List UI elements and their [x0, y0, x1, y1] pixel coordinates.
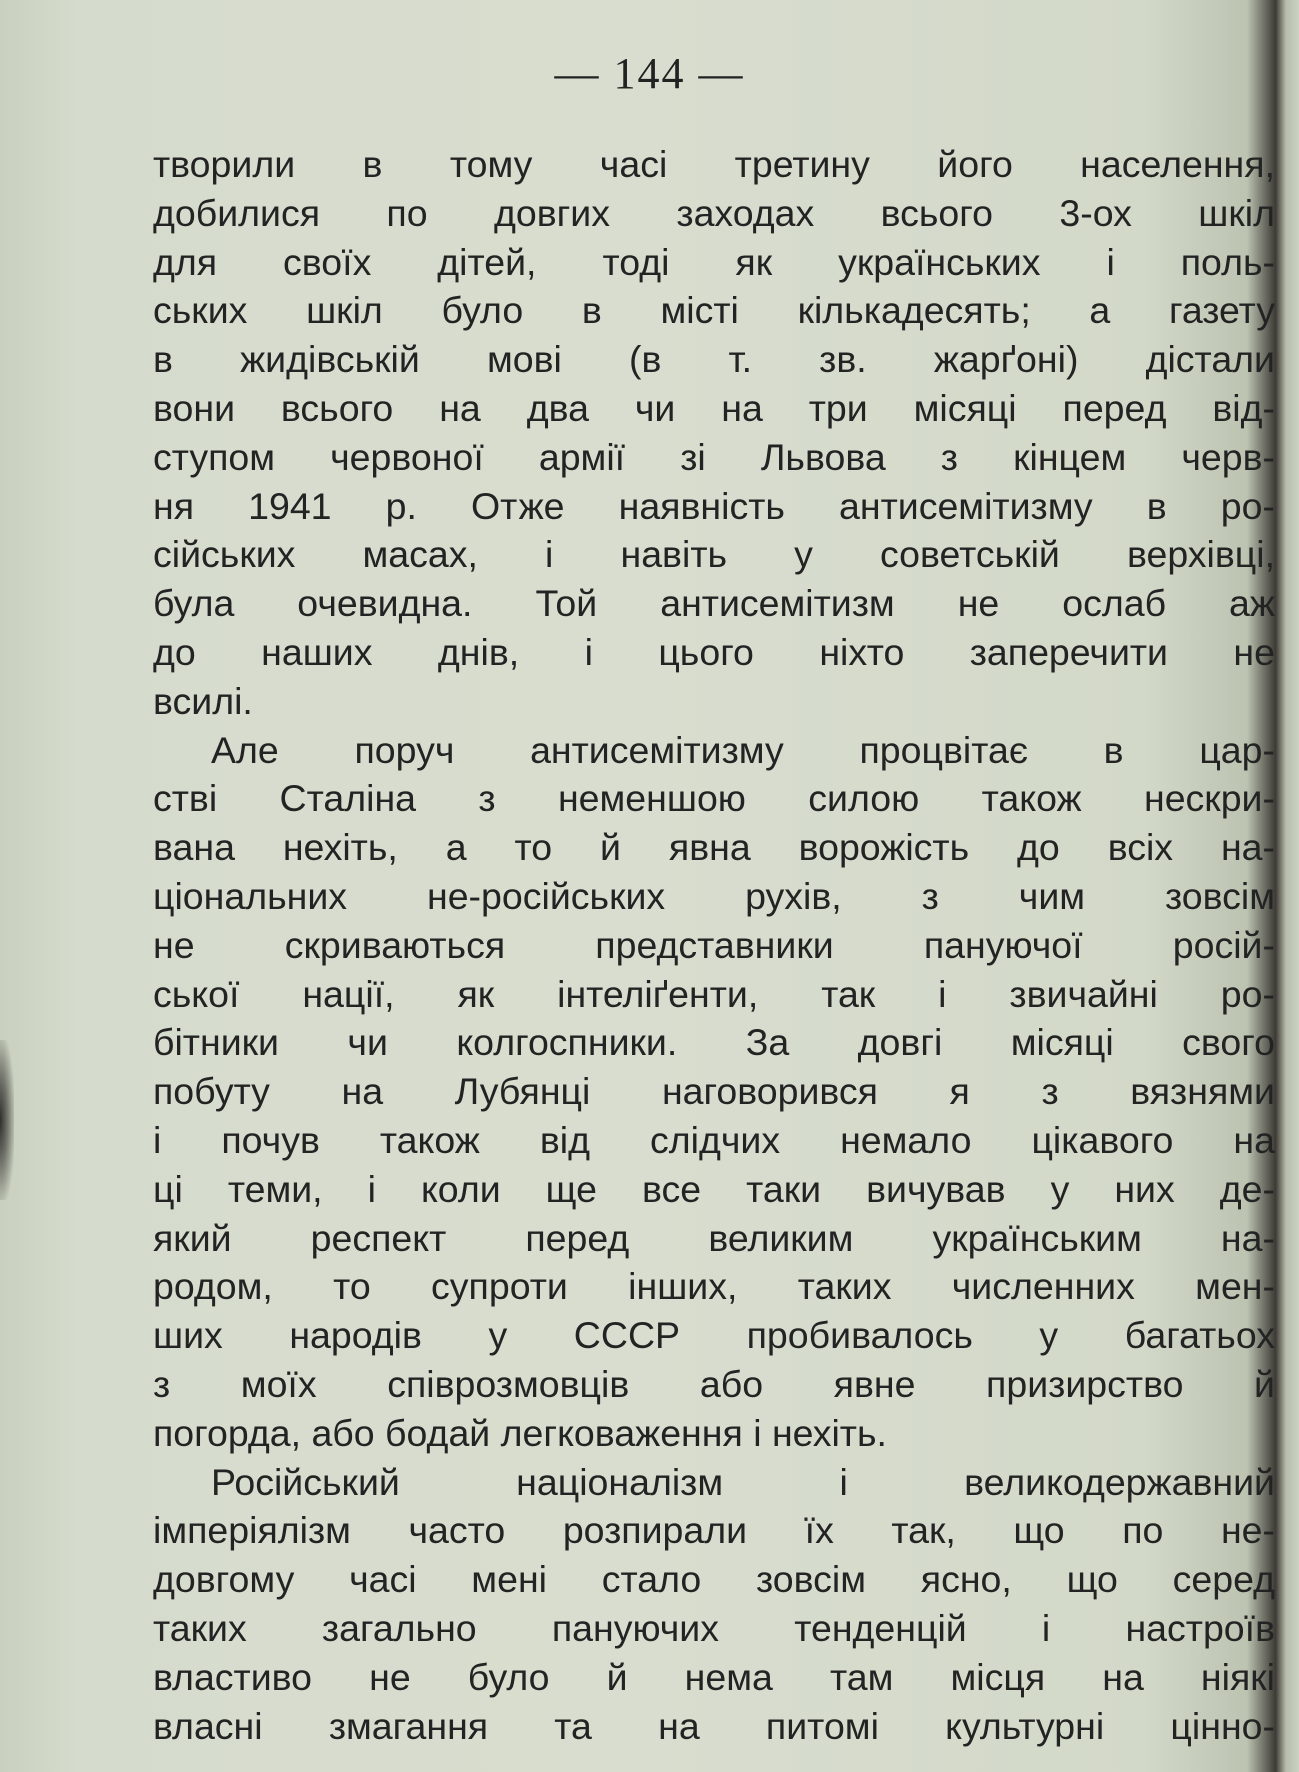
- text-line: властиво не було й нема там місця на ніякі: [153, 1655, 1275, 1698]
- page-edge-shadow: [0, 1040, 14, 1200]
- text-line: довгому часі мені стало зовсім ясно, що серед: [153, 1558, 1275, 1601]
- text-line: добилися по довгих заходах всього 3-ох шкіл: [153, 191, 1275, 234]
- text-line: ських шкіл було в місті кількадесять; а газету: [153, 289, 1275, 332]
- text-line: стві Сталіна з неменшою силою також нескри-: [153, 777, 1275, 820]
- text-line: ської нації, як інтеліґенти, так і звичайні ро-: [153, 972, 1275, 1015]
- page-number: — 144 —: [554, 49, 745, 98]
- text-line: бітники чи колгоспники. За довгі місяці свого: [153, 1021, 1275, 1064]
- text-line: ці теми, і коли ще все таки вичував у них де-: [153, 1167, 1275, 1210]
- text-line: вана нехіть, а то й явна ворожість до всіх на-: [153, 826, 1275, 869]
- text-line: була очевидна. Той антисемітизм не ослаб аж: [153, 582, 1275, 625]
- text-line: вони всього на два чи на три місяці перед від-: [153, 386, 1275, 429]
- paragraph-first-line: Але поруч антисемітизму процвітає в цар-: [211, 728, 1275, 771]
- text-line: сійських масах, і навіть у советській верхівці,: [153, 533, 1275, 576]
- text-line: побуту на Лубянці наговорився я з вязнями: [153, 1070, 1275, 1113]
- text-line: в жидівській мові (в т. зв. жарґоні) дістали: [153, 338, 1275, 381]
- text-line: творили в тому часі третину його населення,: [153, 143, 1275, 185]
- paragraph-first-line: Російський націоналізм і великодержавний: [211, 1460, 1275, 1503]
- text-line: і почув також від слідчих немало цікавого на: [153, 1118, 1275, 1161]
- body-text: [153, 140, 1275, 1750]
- text-line: погорда, або бодай легковаження і нехіть.: [153, 1411, 887, 1454]
- text-line: власні змагання та на питомі культурні цінно-: [153, 1704, 1275, 1747]
- text-line: для своїх дітей, тоді як українських і поль-: [153, 240, 1275, 283]
- text-line: всилі.: [153, 679, 253, 722]
- text-line: до наших днів, і цього ніхто заперечити не: [153, 630, 1275, 673]
- text-line: таких загально пануючих тенденцій і настроїв: [153, 1606, 1275, 1649]
- text-line: не скриваються представники пануючої росій-: [153, 923, 1275, 966]
- text-line: з моїх співрозмовців або явне призирство й: [153, 1362, 1275, 1405]
- text-line: ціональних не-російських рухів, з чим зовсім: [153, 874, 1275, 917]
- text-line: родом, то супроти інших, таких численних мен-: [153, 1265, 1275, 1308]
- text-line: ступом червоної армії зі Львова з кінцем черв-: [153, 435, 1275, 478]
- text-line: який респект перед великим українським на-: [153, 1216, 1275, 1259]
- text-line: імперіялізм часто розпирали їх так, що по не-: [153, 1509, 1275, 1552]
- text-line: ня 1941 р. Отже наявність антисемітизму в ро-: [153, 484, 1275, 527]
- text-line: ших народів у СССР пробивалось у багатьох: [153, 1314, 1275, 1357]
